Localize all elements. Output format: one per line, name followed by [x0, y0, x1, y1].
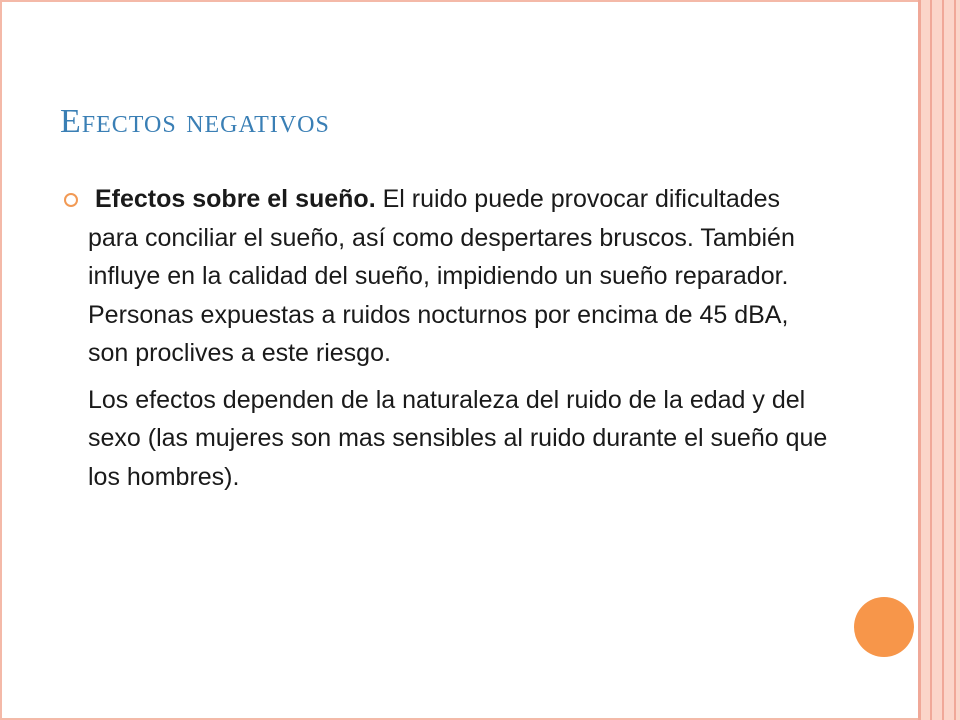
decorative-stripes [918, 0, 960, 720]
stripe [930, 0, 932, 720]
slide-body [64, 180, 834, 496]
bullet-heading: Efectos sobre el sueño. [95, 185, 376, 213]
paragraph: Los efectos dependen de la naturaleza del ruido de la edad y del sexo (las mujeres son mas sensibles al ruido durante el sueño que los hombres). [88, 385, 828, 491]
decorative-circle-icon [854, 597, 914, 657]
bullet-item [64, 180, 834, 373]
bullet-body: El ruido puede provocar dificultades para conciliar el sueño, así como despertares bruscos. También influye en la calidad del sueño, impidiendo un sueño reparador. Personas expuestas a ruidos nocturnos por encima de 45 dBA, son proclives a este riesgo. [88, 185, 795, 367]
slide-title: Efectos negativos [60, 103, 330, 140]
stripe [918, 0, 921, 720]
stripe [954, 0, 956, 720]
stripe [942, 0, 944, 720]
ring-bullet-icon [64, 193, 78, 207]
slide-border-top [0, 0, 918, 2]
bullet-text [88, 180, 834, 373]
slide-border-left [0, 0, 2, 720]
